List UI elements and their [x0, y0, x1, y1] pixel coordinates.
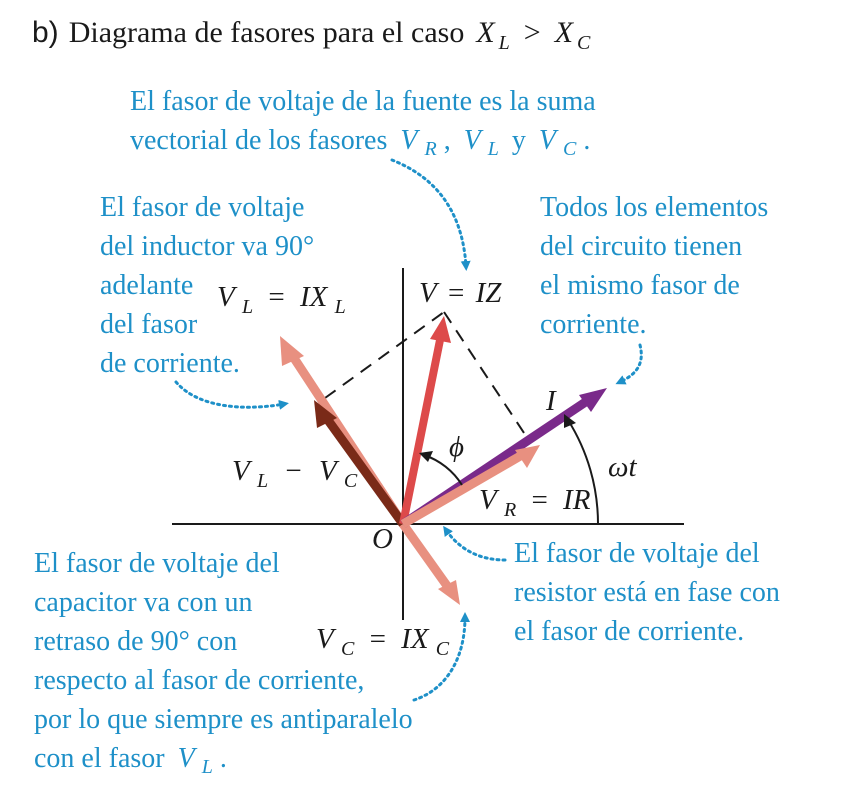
svg-text:b) Diagrama de fasores p: [32, 16, 591, 54]
dashed-line-v-vr: [444, 312, 530, 442]
origin-label: O: [372, 523, 393, 555]
phi-label: ϕ: [449, 431, 465, 463]
svg-text:el fasor de corriente.: el fasor de corriente.: [514, 616, 745, 647]
svg-text:resistor está en fase con: resistor está en fase con: [514, 577, 780, 608]
current-annotation: [540, 192, 768, 340]
title-lhs-sub: L: [498, 32, 510, 54]
svg-text:retraso de 90° con: retraso de 90° con: [34, 626, 238, 657]
resistor-annotation: [514, 538, 780, 647]
svg-text:de corriente.: de corriente.: [100, 348, 240, 379]
v-source-label: V = IZ: [419, 277, 502, 309]
title: [32, 16, 591, 54]
svg-text:por lo que siempre es antipara: por lo que siempre es antiparalelo: [34, 704, 413, 735]
svg-text:adelante: adelante: [100, 270, 194, 301]
title-operator: >: [523, 16, 541, 49]
vc-label: V $_C$ = IX $_C$: [316, 623, 450, 660]
svg-text:corriente.: corriente.: [540, 309, 647, 340]
title-rhs: X: [554, 16, 574, 49]
source-annotation: [130, 86, 596, 162]
svg-text:capacitor va con un: capacitor va con un: [34, 587, 253, 618]
svg-text:con el fasor V L: con el fasor V $_L$ .: [34, 743, 227, 778]
svg-text:El fasor de voltaje: El fasor de voltaje: [100, 192, 305, 223]
inductor-pointer-arrow: [176, 382, 284, 407]
svg-text:del circuito tienen: del circuito tienen: [540, 231, 743, 262]
current-label: I: [546, 385, 556, 417]
svg-text:El fasor de voltaje del: El fasor de voltaje del: [514, 538, 760, 569]
vl-minus-vc-label: V $_L$ − V $_C$: [232, 455, 358, 492]
svg-text:el mismo fasor de: el mismo fasor de: [540, 270, 740, 301]
omega-t-label: ωt: [608, 451, 637, 483]
title-text: Diagrama de fasores para el caso: [68, 16, 465, 49]
current-pointer-arrow: [620, 345, 641, 382]
svg-text:El fasor de voltaje de la fuen: El fasor de voltaje de la fuente es la suma: [130, 86, 596, 117]
vr-label: V $_R$ = IR: [479, 484, 591, 521]
title-lhs: X: [476, 16, 495, 49]
dashed-line-vl-v: [325, 312, 444, 398]
svg-text:del inductor va 90°: del inductor va 90°: [100, 231, 315, 262]
title-prefix: b): [32, 16, 59, 49]
capacitor-annotation: [34, 548, 413, 780]
source-pointer-arrow: [392, 160, 466, 266]
resistor-pointer-arrow: [446, 530, 505, 560]
svg-text:del fasor: del fasor: [100, 309, 198, 340]
svg-text:vectorial de los fasores: vectorial de los fasores V $_R$ , V $_L$ y V $_C$ .: [130, 125, 591, 160]
svg-text:Todos los elementos: Todos los elementos: [540, 192, 769, 223]
title-rhs-sub: C: [577, 32, 591, 54]
svg-text:El fasor de voltaje del: El fasor de voltaje del: [34, 548, 280, 579]
vl-label: V $_L$ = IX $_L$: [217, 281, 346, 318]
svg-text:respecto al fasor de corriente: respecto al fasor de corriente,: [34, 665, 365, 696]
